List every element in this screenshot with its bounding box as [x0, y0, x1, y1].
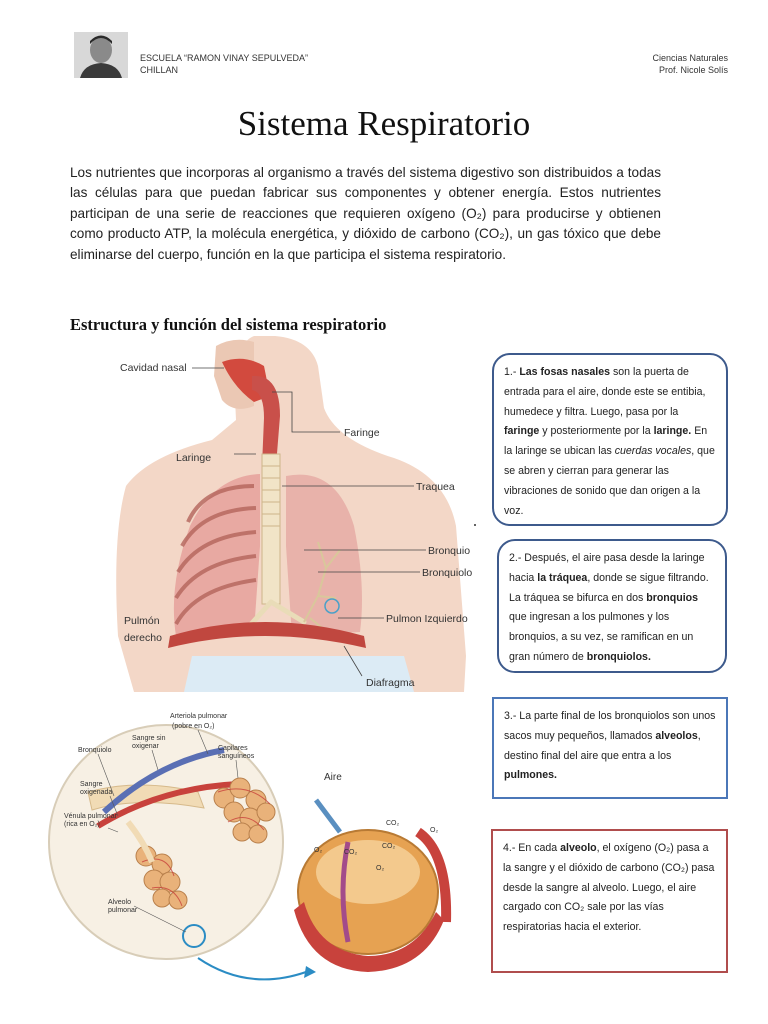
label-pulmon-derecho-1: Pulmón	[124, 615, 160, 627]
info-box-intercambio-gaseoso	[491, 829, 728, 973]
school-name: ESCUELA “RAMON VINAY SEPULVEDA”	[140, 53, 309, 63]
box2-text-2: , donde se sigue filtrando. La tráquea se bifurca en dos	[509, 571, 709, 604]
label-venula-1: Vénula pulmonar	[64, 813, 117, 820]
label-bronquiolo-2: Bronquiolo	[78, 747, 112, 754]
box2-text-1: 2.- Después, el aire pasa desde la laringe hacia	[509, 552, 705, 584]
course-info	[652, 52, 728, 76]
label-venula-2: (rica en O₂)	[64, 821, 100, 828]
box4-text-1: 4.- En cada	[503, 842, 561, 854]
label-diafragma: Diafragma	[366, 677, 415, 689]
label-bronquiolo: Bronquiolo	[422, 567, 473, 579]
box1-number: 1.-	[504, 366, 520, 378]
subject-name: Ciencias Naturales	[652, 53, 728, 63]
page-title: Sistema Respiratorio	[237, 104, 531, 143]
label-alveolo-1: Alveolo	[108, 899, 131, 906]
info-box-alveolos	[492, 697, 728, 799]
label-o2-2: O₂	[314, 847, 323, 854]
label-capilares: Capilares	[218, 745, 248, 752]
label-traquea: Traquea	[416, 481, 455, 493]
school-portrait-photo	[74, 32, 128, 78]
box1-text-2: y posteriormente por la	[539, 425, 654, 438]
alveoli-gas-exchange-diagram	[48, 692, 480, 998]
box3-text-1: 3.- La parte final de los bronquiolos son unos sacos muy pequeños, llamados	[504, 710, 716, 742]
label-arteriola: Arteriola pulmonar	[170, 713, 228, 720]
label-pulmon-izquierdo: Pulmon Izquierdo	[386, 613, 468, 625]
label-alveolo-2: pulmonar	[108, 907, 138, 914]
label-pulmon-derecho-2: derecho	[124, 632, 162, 644]
box1-text-1: son la puerta de entrada para el aire, donde este se entibia, humedece y filtra. Luego, pasa por la	[504, 366, 706, 418]
label-sangre-oxigenada-2: oxigenada	[80, 789, 113, 796]
school-info	[140, 52, 308, 76]
label-bronquio: Bronquio	[428, 545, 471, 557]
label-sangre-sin: Sangre sin	[132, 735, 166, 742]
label-co2-1: CO₂	[386, 820, 400, 827]
label-cavidad-nasal: Cavidad nasal	[120, 362, 187, 374]
label-o2-3: O₂	[376, 865, 385, 872]
box1-bold-fosas-nasales: Las fosas nasales	[519, 366, 611, 378]
box3-text-2: , destino final del aire que entra a los	[504, 729, 701, 762]
box3-bold-alveolos: alveolos	[655, 729, 698, 742]
section-title: Estructura y función del sistema respiratorio	[70, 315, 387, 334]
label-arteriola-sub: (pobre en O₂)	[172, 723, 215, 730]
info-box-fosas-nasales	[492, 353, 728, 526]
magnified-alveoli-circle	[49, 725, 283, 959]
box4-bold-alveolo: alveolo	[560, 842, 597, 854]
label-sangre-oxigenada-1: Sangre	[80, 781, 103, 788]
respiratory-system-diagram	[104, 336, 476, 692]
box4-text-2: , el oxígeno (O₂) pasa a la sangre y el dióxido de carbono (CO₂) pasa desde la sangre al alveolo. Luego, el aire cargado con CO₂ sale por las vías respiratorias hacia el exterior.	[503, 842, 715, 934]
intro-paragraph: Los nutrientes que incorporas al organismo a través del sistema digestivo son distribuidos a todas las células para que puedan fabricar sus componentes y obtener energía. Estos nutrientes participan de una serie de reacciones que requieren oxígeno (O₂) para producirse y obtienen como producto ATP, la molécula energética, y dióxido de carbono (CO₂), un gas tóxico que debe eliminarse del cuerpo, función en la que participa el sistema respiratorio.	[70, 165, 661, 262]
box1-bold-faringe: faringe	[504, 425, 540, 438]
page-header	[74, 32, 728, 78]
label-co2-2: CO₂	[344, 849, 358, 856]
box2-bold-traquea: la tráquea	[537, 571, 588, 584]
info-box-traquea	[497, 539, 727, 673]
label-aire: Aire	[324, 772, 342, 783]
box2-text-3: que ingresan a los pulmones y los bronquios, a su vez, se ramifican en un gran número de	[509, 611, 694, 663]
box1-italic-cuerdas-vocales: cuerdas vocales	[614, 445, 692, 458]
stray-dot	[474, 524, 476, 526]
box1-bold-laringe: laringe.	[653, 425, 692, 438]
box2-bold-bronquiolos: bronquiolos.	[586, 650, 651, 663]
teacher-name: Prof. Nicole Solís	[658, 65, 728, 75]
box3-bold-pulmones: pulmones.	[504, 769, 557, 782]
label-laringe: Laringe	[176, 452, 212, 464]
label-faringe: Faringe	[344, 427, 380, 439]
label-o2-1: O₂	[430, 827, 439, 834]
school-city: CHILLAN	[140, 65, 179, 75]
box1-text-3: En la laringe se ubican las	[504, 425, 708, 458]
label-co2-3: CO₂	[382, 843, 396, 850]
box2-bold-bronquios: bronquios	[646, 591, 699, 604]
box1-text-4: , que se abren y cierran para generar las vibraciones de sonido que dan origen a la voz.	[504, 445, 715, 517]
label-sanguineos: sanguíneos	[218, 753, 255, 760]
label-oxigenar: oxigenar	[132, 743, 159, 750]
